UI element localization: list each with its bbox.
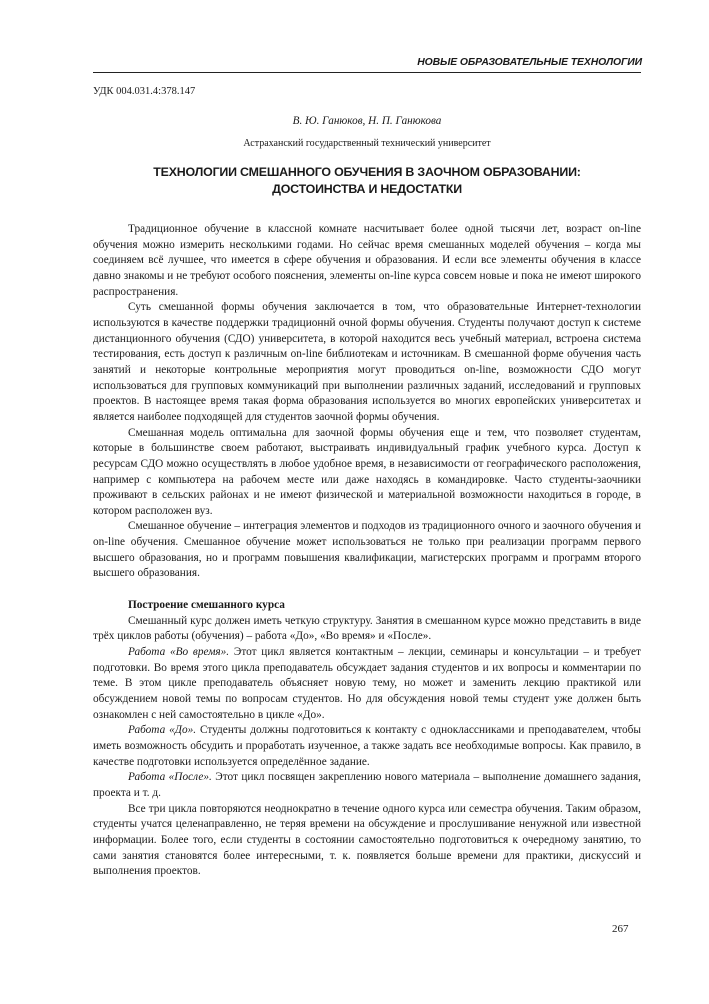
paragraph: Смешанная модель оптимальна для заочной формы обучения еще и тем, что позволяет студентам, которые в большинстве своем работают, выстраивать индивидуальный график учебного курса. Доступ к ресурсам СДО можно осуществлять в любое удобное время, в независимости от географического расположения, например с компьютера на рабочем месте или даже находясь в командировке. Часто студенты-заочники проживают в сельских районах и не имеют физической и материальной возможности находиться в городе, в котором расположен вуз. <box>93 426 641 517</box>
paragraph: Суть смешанной формы обучения заключается в том, что образовательные Интернет-технологии используются в качестве поддержки традиционнй очной формы обучения. Студенты получают доступ к системе дистанционного обучения (СДО) университета, в которой находится весь учебный материал, встроена система тестирования, есть доступ к различным on-line библиотекам и источникам. В смешанной форме обучения часть занятий и некоторые контрольные мероприятия могут проводиться on-line, возможности СДО могут использоваться для групповых коммуникаций при выполнении различных заданий, исследований и групповых проектов. В настоящее время такая форма образования используется во многих европейских университетах и является наиболее подходящей для студентов заочной формы обучения. <box>93 301 641 423</box>
udc-code: УДК 004.031.4:378.147 <box>93 86 196 97</box>
cycle-term: Работа «До». <box>128 724 197 737</box>
article-title-line-1: ТЕХНОЛОГИИ СМЕШАННОГО ОБУЧЕНИЯ В ЗАОЧНОМ ОБРАЗОВАНИИ: <box>153 165 581 179</box>
running-head: НОВЫЕ ОБРАЗОВАТЕЛЬНЫЕ ТЕХНОЛОГИИ <box>417 57 642 68</box>
page-number: 267 <box>612 923 629 935</box>
article-title-line-2: ДОСТОИНСТВА И НЕДОСТАТКИ <box>272 182 462 196</box>
cycle-paragraph <box>93 723 641 770</box>
cycle-text: Этот цикл является контактным – лекции, семинары и консультации – и требует подготовки. Во время этого цикла преподаватель обсуждает задания студентов и их вопросы и комментарии по теме. В этом цикле преподаватель объясняет новую тему, но может и заменить лекцию практикой или обсуждением новой темы по вопросам студентов. Но для обсуждения новой темы студент уже должен быть ознакомлен с ней самостоятельно в цикле «До». <box>93 646 641 721</box>
affiliation: Астраханский государственный технический университет <box>243 138 491 149</box>
paragraph: Смешанное обучение – интеграция элементов и подходов из традиционного очного и заочного обучения и on-line обучения. Смешанное обучение может использоваться не только при реализации программ первого высшего образования, но и программ повышения квалификации, магистерских программ и программ второго высшего образования. <box>93 520 641 580</box>
cycle-term: Работа «Во время». <box>128 646 230 659</box>
authors: В. Ю. Ганюков, Н. П. Ганюкова <box>292 115 442 127</box>
cycle-paragraph <box>93 645 641 723</box>
paragraph: Традиционное обучение в классной комнате насчитывает более одной тысячи лет, возраст on-line обучения можно измерить несколькими годами. Но сейчас время смешанных моделей обучения – когда мы соединяем всё лучшее, что имеется в сфере обучения и образования. И если все элементы обучения в классе давно знакомы и не требуют особого пояснения, элементы on-line курса совсем новые и пока не имеют широкого распространения. <box>93 223 641 298</box>
cycle-term: Работа «После». <box>128 771 212 784</box>
cycle-paragraph <box>93 770 641 801</box>
article-title <box>93 164 641 198</box>
header-rule <box>93 72 641 73</box>
section-heading: Построение смешанного курса <box>128 599 285 612</box>
cycle-text: Студенты должны подготовиться к контакту с одноклассниками и преподавателем, чтобы иметь возможность обсудить и проработать изученное, а также задать все необходимые вопросы. Как правило, в качестве подготовки используется определённое задание. <box>93 724 641 768</box>
section-intro: Смешанный курс должен иметь четкую структуру. Занятия в смешанном курсе можно представить в виде трёх циклов работы (обучения) – работа «До», «Во время» и «После». <box>93 614 641 643</box>
article-body <box>93 222 641 880</box>
conclusion-paragraph: Все три цикла повторяются неоднократно в течение одного курса или семестра обучения. Таким образом, студенты учатся целенаправленно, не теряя времени на обсуждение и прослушивание ненужной или известной информации. Более того, если студенты в состоянии самостоятельно подготовиться к очередному занятию, то сами занятия становятся более интересными, т. к. появляется больше времени для практики, дискуссий и выполнения проектов. <box>93 802 641 878</box>
cycle-text: Этот цикл посвящен закреплению нового материала – выполнение домашнего задания, проекта и т. д. <box>93 771 641 799</box>
